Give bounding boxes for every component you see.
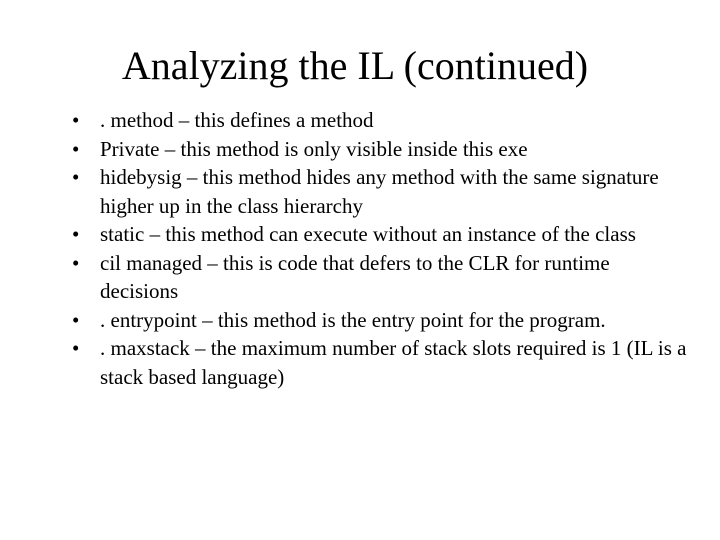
bullet-text: Private – this method is only visible inside this exe <box>100 136 528 161</box>
bullet-item-hidebysig <box>72 163 692 220</box>
bullet-item-cil-managed <box>72 249 692 306</box>
bullet-icon: • <box>72 336 80 360</box>
bullet-icon: • <box>72 165 80 189</box>
bullet-icon: • <box>72 136 80 161</box>
slide-title: Analyzing the IL (continued) <box>121 43 589 88</box>
bullet-list <box>72 106 692 391</box>
bullet-icon: • <box>72 222 80 246</box>
bullet-icon: • <box>72 108 80 132</box>
bullet-item-static <box>72 220 692 249</box>
bullet-text: . entrypoint – this method is the entry point for the program. <box>100 307 606 332</box>
bullet-text: static – this method can execute without an instance of the class <box>100 222 636 246</box>
bullet-item-method <box>72 106 692 135</box>
bullet-item-private <box>72 135 692 164</box>
bullet-text: hidebysig – this method hides any method with the same signature higher up in the class hierarchy <box>100 165 659 218</box>
bullet-text: . method – this defines a method <box>100 108 374 132</box>
bullet-text: . maxstack – the maximum number of stack slots required is 1 (IL is a stack based language) <box>100 336 687 389</box>
bullet-text: cil managed – this is code that defers to the CLR for runtime decisions <box>100 250 610 303</box>
bullet-item-entrypoint <box>72 306 692 335</box>
bullet-item-maxstack <box>72 334 692 391</box>
bullet-icon: • <box>72 250 80 275</box>
bullet-icon: • <box>72 307 80 332</box>
